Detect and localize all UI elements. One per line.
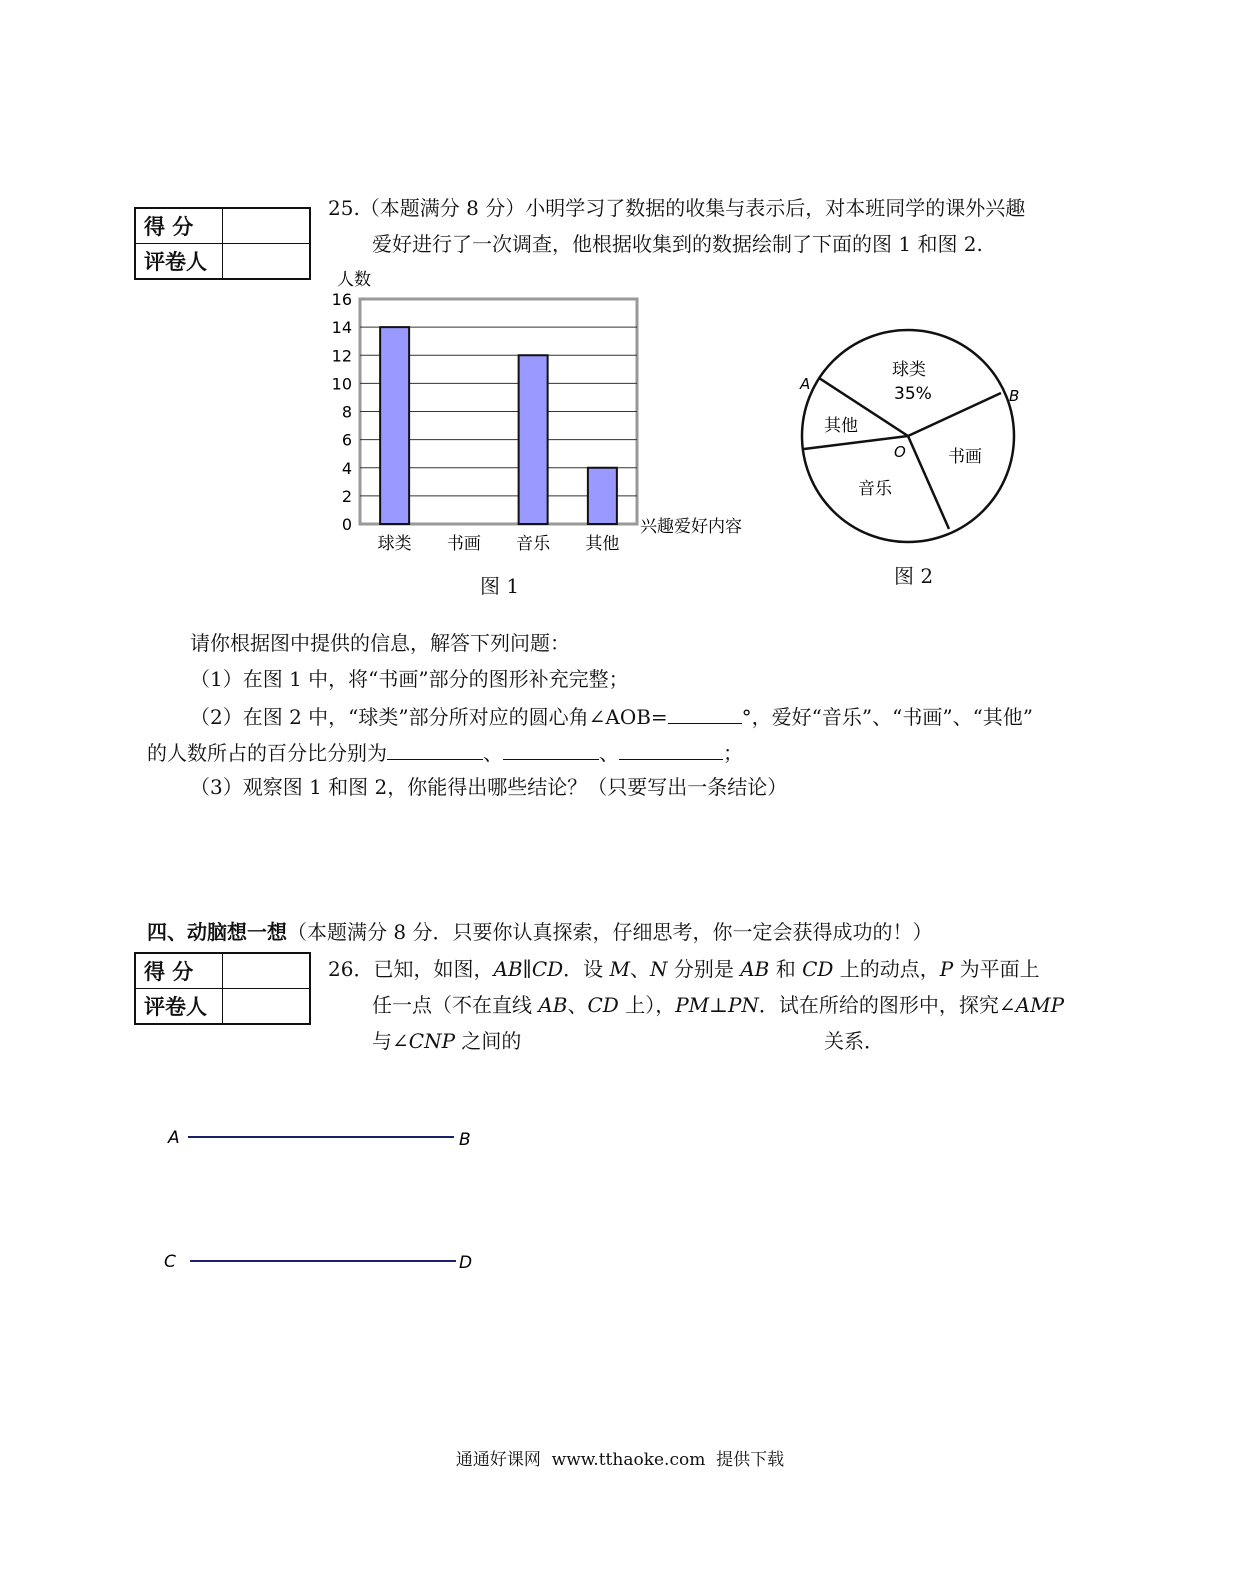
bar (588, 468, 617, 524)
grader-label: 评卷人 (135, 989, 223, 1025)
y-tick-label: 4 (341, 458, 352, 478)
point-O-label: O (894, 443, 906, 461)
figure-1-caption: 图 1 (480, 574, 520, 598)
q25-line-2: 爱好进行了一次调查，他根据收集到的数据绘制了下面的图 1 和图 2. (372, 232, 983, 256)
x-tick-labels (378, 533, 620, 554)
x-tick-label: 其他 (585, 534, 620, 554)
q26-text: ．设 (563, 957, 610, 981)
answer-blank-other-pct[interactable] (619, 739, 723, 760)
q25-part-1: （1）在图 1 中，将“书画”部分的图形补充完整； (190, 667, 629, 691)
y-tick-label: 2 (341, 486, 352, 506)
q26-text: 上）， (618, 993, 676, 1017)
q25-line-1: 25.（本题满分 8 分）小明学习了数据的收集与表示后，对本班同学的课外兴趣 (328, 196, 1026, 220)
q26-math: N (650, 957, 668, 981)
q26-math: AB∥CD (493, 957, 564, 981)
q25-part-2-text-c: 的人数所占的百分比分别为 (147, 741, 387, 765)
q25-intro: 请你根据图中提供的信息，解答下列问题： (190, 631, 570, 655)
section-4-title: 四、动脑想一想 (147, 920, 287, 944)
point-A-label: A (168, 1128, 180, 1148)
y-tick-label: 8 (341, 402, 352, 422)
q26-text: 为平面上 (953, 957, 1040, 981)
x-tick-label: 音乐 (516, 534, 551, 554)
x-tick-label: 球类 (377, 534, 412, 554)
point-A-label: A (800, 375, 811, 393)
q26-math: CD (587, 993, 619, 1017)
q26-text: 26．已知，如图， (328, 957, 494, 981)
x-axis-label: 兴趣爱好内容 (640, 517, 742, 537)
pie-label-music: 音乐 (858, 479, 892, 499)
grader-label: 评卷人 (135, 244, 223, 280)
x-tick-label: 书画 (446, 534, 481, 554)
footer: 通通好课网 www.tthaoke.com 提供下载 (455, 1450, 785, 1470)
q26-math: P (939, 957, 954, 981)
point-D-label: D (459, 1253, 473, 1273)
bar (380, 327, 409, 524)
pie-label-ball: 球类 (892, 360, 926, 380)
q25-part-2-text-b: °，爱好“音乐”、“书画”、“其他” (741, 705, 1034, 729)
section-4-subtitle: （本题满分 8 分．只要你认真探索，仔细思考，你一定会获得成功的！） (287, 920, 933, 944)
pie-chart-figure-2 (790, 325, 1030, 545)
q26-text: 上的动点， (833, 957, 940, 981)
q25-part-2-text-a: （2）在图 2 中，“球类”部分所对应的圆心角∠AOB= (190, 705, 668, 729)
q26-line-2 (372, 993, 1064, 1017)
answer-blank-music-pct[interactable] (387, 739, 483, 760)
y-tick-label: 6 (341, 430, 352, 450)
q25-part-2-line-1 (190, 703, 1033, 729)
pie-label-other: 其他 (824, 416, 858, 436)
q26-text: 任一点（不在直线 (372, 993, 539, 1017)
point-B-label: B (1009, 387, 1020, 405)
figure-2-caption: 图 2 (894, 564, 934, 588)
y-tick-labels (332, 290, 352, 534)
score-label: 得 分 (135, 953, 223, 989)
q26-text: 和 (769, 957, 803, 981)
q26-math: CD (802, 957, 834, 981)
bar (519, 355, 548, 524)
separator: 、 (599, 741, 619, 765)
y-tick-label: 0 (341, 515, 352, 534)
answer-blank-angle[interactable] (668, 703, 742, 724)
q26-text: 、 (630, 957, 651, 981)
score-label: 得 分 (135, 208, 223, 244)
q26-text: ．试在所给的图形中，探究∠ (758, 993, 1016, 1017)
q26-text: 之间的 (455, 1029, 522, 1053)
parallel-lines-diagram (150, 1115, 490, 1280)
score-cell[interactable] (223, 953, 311, 989)
answer-blank-calligraphy-pct[interactable] (503, 739, 599, 760)
section-4-heading (147, 920, 932, 944)
grader-cell[interactable] (223, 244, 311, 280)
q25-part-3: （3）观察图 1 和图 2，你能得出哪些结论？（只要写出一条结论） (190, 775, 788, 799)
q26-text: 、 (567, 993, 588, 1017)
pie-label-calligraphy: 书画 (948, 447, 982, 467)
y-axis-label: 人数 (337, 270, 371, 290)
q26-math: CNP (408, 1029, 456, 1053)
score-cell[interactable] (223, 208, 311, 244)
q26-score-box (134, 952, 311, 1025)
pie-label-ball-pct: 35% (894, 384, 932, 404)
y-tick-label: 10 (331, 374, 352, 394)
q26-text: 分别是 (667, 957, 741, 981)
q25-score-box (134, 207, 311, 280)
q25-part-2-line-2 (147, 739, 743, 765)
bar-chart-figure-1 (325, 262, 765, 562)
grader-cell[interactable] (223, 989, 311, 1025)
q26-text: 与∠ (372, 1029, 409, 1053)
q26-math: AMP (1015, 993, 1065, 1017)
y-tick-label: 16 (331, 290, 352, 309)
q26-relation-label: 关系． (824, 1029, 884, 1053)
q26-line-3 (372, 1029, 521, 1053)
y-tick-label: 12 (331, 346, 352, 366)
q26-math: PM⊥PN (675, 993, 759, 1017)
point-B-label: B (459, 1130, 471, 1150)
q26-line-1 (328, 957, 1040, 981)
q26-math: AB (538, 993, 568, 1017)
q26-math: M (609, 957, 631, 981)
separator: 、 (483, 741, 503, 765)
point-C-label: C (164, 1252, 176, 1272)
y-tick-label: 14 (331, 318, 352, 338)
q25-part-2-end: ； (723, 741, 743, 765)
q26-math: AB (740, 957, 770, 981)
